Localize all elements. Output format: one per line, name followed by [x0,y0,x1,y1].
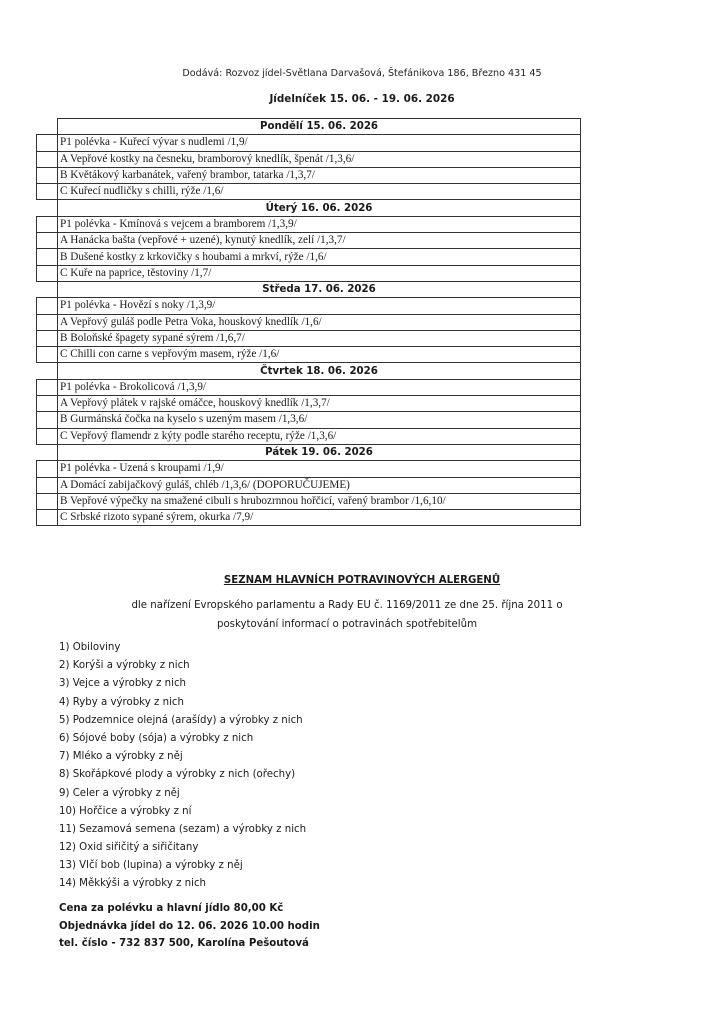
day-header: Středa 17. 06. 2026 [58,281,581,297]
day-header: Pátek 19. 06. 2026 [58,444,581,460]
contact-line: tel. číslo - 732 837 500, Karolína Pešoutová [59,938,309,950]
order-checkbox-cell[interactable] [37,493,58,509]
menu-item: B Dušené kostky z krkovičky s houbami a mrkví, rýže /1,6/ [58,249,581,265]
menu-item: A Vepřový guláš podle Petra Voka, houskový knedlík /1,6/ [58,314,581,330]
allergen-item: 4) Ryby a výrobky z nich [59,696,184,708]
menu-item-row [37,314,581,330]
order-checkbox-cell[interactable] [37,233,58,249]
allergen-item: 5) Podzemnice olejná (arašídy) a výrobky z nich [59,714,303,726]
menu-item-row [37,216,581,232]
menu-item-row [37,510,581,526]
menu-item: A Vepřový plátek v rajské omáčce, houskový knedlík /1,3,7/ [58,396,581,412]
allergen-item: 11) Sezamová semena (sezam) a výrobky z nich [59,823,307,835]
allergen-item: 6) Sójové boby (sója) a výrobky z nich [59,732,254,744]
day-header-spacer [37,200,58,216]
order-checkbox-cell[interactable] [37,184,58,200]
regulation-line-1: dle nařízení Evropského parlamentu a Rady EU č. 1169/2011 ze dne 25. října 2011 o [131,600,563,611]
regulation-text [0,596,724,634]
order-checkbox-cell[interactable] [37,412,58,428]
allergen-item: 1) Obiloviny [59,642,121,653]
menu-item: P1 polévka - Brokolicová /1,3,9/ [58,379,581,395]
allergen-title: SEZNAM HLAVNÍCH POTRAVINOVÝCH ALERGENŮ [223,575,501,586]
day-header-row [37,363,581,379]
allergen-item: 9) Celer a výrobky z něj [59,787,180,799]
menu-item-row [37,151,581,167]
allergen-item: 12) Oxid siřičitý a siřičitany [59,842,199,854]
menu-item-row [37,135,581,151]
menu-item-row [37,167,581,183]
menu-item: C Chilli con carne s vepřovým masem, rýže /1,6/ [58,347,581,363]
menu-item-row [37,396,581,412]
menu-item: C Kuře na paprice, těstoviny /1,7/ [58,265,581,281]
footer [59,900,320,953]
day-header-row [37,119,581,135]
order-checkbox-cell[interactable] [37,298,58,314]
allergen-item: 7) Mléko a výrobky z něj [59,751,183,763]
day-header-spacer [37,444,58,460]
day-header-spacer [37,119,58,135]
day-header: Pondělí 15. 06. 2026 [58,119,581,135]
allergen-list [59,639,306,894]
order-checkbox-cell[interactable] [37,314,58,330]
menu-item-row [37,330,581,346]
week-title: Jídelníček 15. 06. - 19. 06. 2026 [269,93,455,105]
order-checkbox-cell[interactable] [37,461,58,477]
allergen-item: 13) Vlčí bob (lupina) a výrobky z něj [59,860,243,872]
order-checkbox-cell[interactable] [37,428,58,444]
order-checkbox-cell[interactable] [37,135,58,151]
allergen-item: 8) Skořápkové plody a výrobky z nich (ořechy) [59,769,296,781]
price-line: Cena za polévku a hlavní jídlo 80,00 Kč [59,903,284,914]
menu-body [37,119,581,526]
order-checkbox-cell[interactable] [37,396,58,412]
order-checkbox-cell[interactable] [37,151,58,167]
day-header-row [37,281,581,297]
order-checkbox-cell[interactable] [37,510,58,526]
menu-item-row [37,233,581,249]
menu-item-row [37,428,581,444]
menu-item-row [37,265,581,281]
day-header-spacer [37,281,58,297]
menu-item-row [37,184,581,200]
menu-item-row [37,412,581,428]
menu-item-row [37,347,581,363]
menu-item: C Vepřový flamendr z kýty podle starého receptu, rýže /1,3,6/ [58,428,581,444]
menu-item: B Květákový karbanátek, vařený brambor, tatarka /1,3,7/ [58,167,581,183]
menu-table [36,118,581,526]
menu-item: A Hanácka bašta (vepřové + uzené), kynutý knedlík, zelí /1,3,7/ [58,233,581,249]
menu-item: A Domácí zabijačkový guláš, chléb /1,3,6/ (DOPORUČUJEME) [58,477,581,493]
menu-item: C Srbské rizoto sypané sýrem, okurka /7,9/ [58,510,581,526]
order-checkbox-cell[interactable] [37,167,58,183]
day-header-row [37,444,581,460]
order-checkbox-cell[interactable] [37,249,58,265]
order-checkbox-cell[interactable] [37,216,58,232]
menu-item: B Gurmánská čočka na kyselo s uzeným masem /1,3,6/ [58,412,581,428]
menu-item-row [37,493,581,509]
order-checkbox-cell[interactable] [37,347,58,363]
allergen-item: 14) Měkkýši a výrobky z nich [59,878,207,890]
menu-item: P1 polévka - Kmínová s vejcem a bramborem /1,3,9/ [58,216,581,232]
day-header-row [37,200,581,216]
menu-item-row [37,298,581,314]
menu-item-row [37,461,581,477]
order-deadline-line: Objednávka jídel do 12. 06. 2026 10.00 hodin [59,920,320,932]
order-checkbox-cell[interactable] [37,330,58,346]
day-header: Úterý 16. 06. 2026 [58,200,581,216]
menu-item: A Vepřové kostky na česneku, bramborový knedlík, špenát /1,3,6/ [58,151,581,167]
order-checkbox-cell[interactable] [37,265,58,281]
menu-item: C Kuřecí nudličky s chilli, rýže /1,6/ [58,184,581,200]
menu-item: B Vepřové výpečky na smažené cibuli s hrubozrnnou hořčicí, vařený brambor /1,6,10/ [58,493,581,509]
allergen-item: 2) Korýši a výrobky z nich [59,660,190,672]
order-checkbox-cell[interactable] [37,477,58,493]
day-header: Čtvrtek 18. 06. 2026 [58,363,581,379]
menu-item: P1 polévka - Hovězí s noky /1,3,9/ [58,298,581,314]
day-header-spacer [37,363,58,379]
menu-item-row [37,249,581,265]
menu-item-row [37,379,581,395]
order-checkbox-cell[interactable] [37,379,58,395]
menu-item-row [37,477,581,493]
allergen-item: 10) Hořčice a výrobky z ní [59,805,192,817]
regulation-line-2: poskytování informací o potravinách spotřebitelům [216,619,477,630]
menu-item: P1 polévka - Kuřecí vývar s nudlemi /1,9/ [58,135,581,151]
allergen-item: 3) Vejce a výrobky z nich [59,678,187,690]
menu-item: B Boloňské špagety sypané sýrem /1,6,7/ [58,330,581,346]
supplier-line: Dodává: Rozvoz jídel-Světlana Darvašová, Štefánikova 186, Březno 431 45 [182,68,542,79]
menu-item: P1 polévka - Uzená s kroupami /1,9/ [58,461,581,477]
